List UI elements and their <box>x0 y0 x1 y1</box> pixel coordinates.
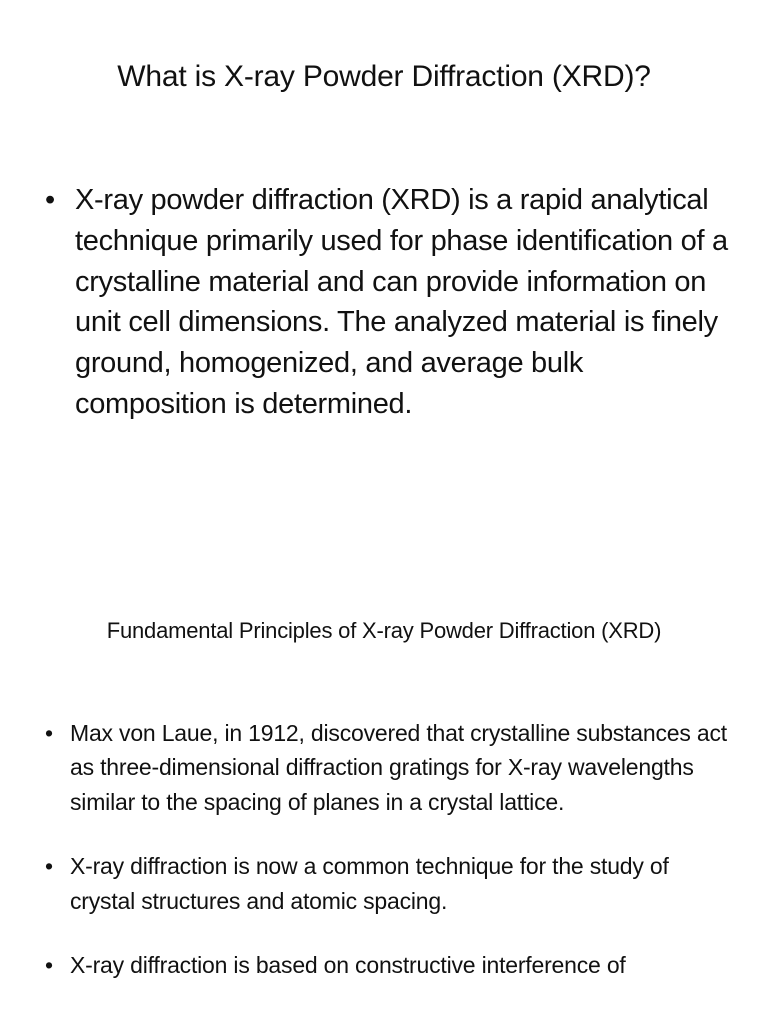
bullet-text: X-ray diffraction is based on constructive interference of <box>70 952 626 979</box>
slide-title: What is X-ray Powder Diffraction (XRD)? <box>117 60 651 93</box>
slide-fundamental-principles <box>0 600 768 1024</box>
bullet-list <box>45 180 735 425</box>
bullet-icon: • <box>45 184 55 216</box>
bullet-item <box>45 716 735 819</box>
bullet-text: X-ray diffraction is now a common technique for the study of crystal structures and atomic spacing. <box>70 853 669 914</box>
bullet-icon: • <box>45 720 53 746</box>
bullet-list <box>45 716 735 1012</box>
bullet-text: Max von Laue, in 1912, discovered that crystalline substances act as three-dimensional diffraction gratings for X-ray wavelengths similar to the spacing of planes in a crystal lattice. <box>70 720 727 815</box>
bullet-item <box>45 180 735 425</box>
bullet-item <box>45 849 735 918</box>
bullet-icon: • <box>45 952 53 979</box>
bullet-icon: • <box>45 853 53 880</box>
slide-title: Fundamental Principles of X-ray Powder Diffraction (XRD) <box>106 618 662 643</box>
bullet-item <box>45 948 735 982</box>
bullet-text: X-ray powder diffraction (XRD) is a rapid analytical technique primarily used for phase identification of a crystalline material and can provide information on unit cell dimensions. The analyzed material is finely ground, homogenized, and average bulk composition is determined. <box>75 184 728 420</box>
